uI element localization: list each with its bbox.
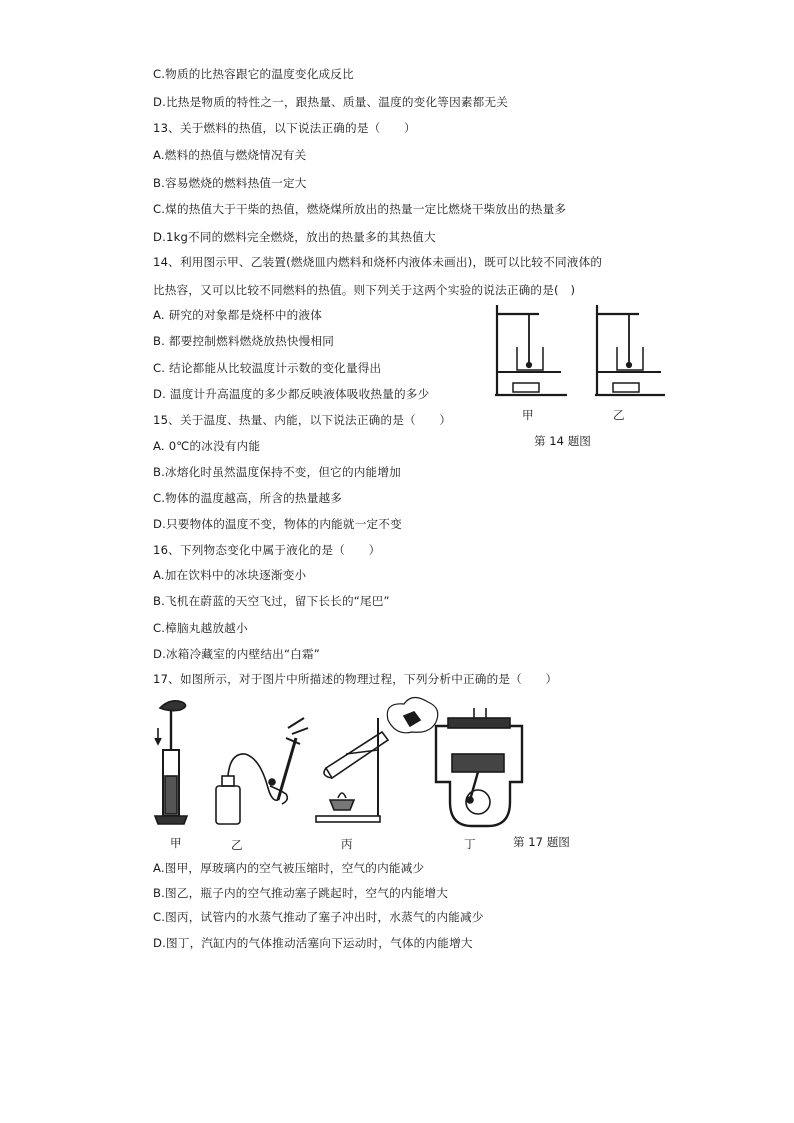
q13-option-a: A.燃料的热值与燃烧情况有关 [153, 148, 307, 162]
q12-option-d: D.比热是物质的特性之一，跟热量、质量、温度的变化等因素都无关 [153, 95, 509, 109]
q14-label-jia: 甲 [522, 408, 534, 422]
q14-option-a: A. 研究的对象都是烧杯中的液体 [153, 308, 323, 322]
q16-option-d: D.冰箱冷藏室的内壁结出“白霜” [153, 647, 320, 661]
q13-stem: 13、关于燃料的热值，以下说法正确的是（ ） [153, 121, 416, 135]
q15-option-c: C.物体的温度越高，所含的热量越多 [153, 491, 343, 505]
q13-option-d: D.1kg不同的燃料完全燃烧，放出的热量多的其热值大 [153, 230, 436, 244]
bottle-pump-drawing [216, 718, 308, 824]
q16-option-b: B.飞机在蔚蓝的天空飞过，留下长长的“尾巴” [153, 594, 390, 608]
q15-option-d: D.只要物体的温度不变，物体的内能就一定不变 [153, 517, 402, 531]
q17-label-jia: 甲 [170, 836, 182, 850]
q14-stem-line2: 比热容，又可以比较不同燃料的热值。则下列关于这两个实验的说法正确的是( ) [153, 283, 576, 297]
engine-cylinder-drawing [436, 708, 522, 826]
apparatus-jia-drawing [495, 305, 567, 395]
q16-stem: 16、下列物态变化中属于液化的是（ ） [153, 543, 381, 557]
q13-option-c: C.煤的热值大于干柴的热值，燃烧煤所放出的热量一定比燃烧干柴放出的热量多 [153, 202, 567, 216]
q17-label-ding: 丁 [464, 837, 476, 851]
q17-option-c: C.图丙，试管内的水蒸气推动了塞子冲出时，水蒸气的内能减少 [153, 910, 484, 924]
q14-option-c: C. 结论都能从比较温度计示数的变化量得出 [153, 361, 382, 375]
q17-figure-caption: 第 17 题图 [513, 835, 570, 849]
q13-option-b: B.容易燃烧的燃料热值一定大 [153, 176, 307, 190]
q17-stem: 17、如图所示，对于图片中所描述的物理过程，下列分析中正确的是（ ） [153, 672, 558, 686]
q15-option-a: A. 0℃的冰没有内能 [153, 439, 261, 453]
q14-stem-line1: 14、利用图示甲、乙装置(燃烧皿内燃料和烧杯内液体未画出)，既可以比较不同液体的 [153, 255, 603, 269]
q17-option-b: B.图乙，瓶子内的空气推动塞子跳起时，空气的内能增大 [153, 886, 449, 900]
q16-option-c: C.樟脑丸越放越小 [153, 621, 248, 635]
apparatus-yi-drawing [595, 305, 665, 395]
q17-label-yi: 乙 [231, 838, 243, 852]
q14-option-b: B. 都要控制燃料燃烧放热快慢相同 [153, 334, 335, 348]
q12-option-c: C.物质的比热容跟它的温度变化成反比 [153, 67, 354, 81]
q17-label-bing: 丙 [341, 837, 353, 851]
q17-figure [150, 698, 530, 830]
q14-figure-caption: 第 14 题图 [534, 434, 591, 448]
q17-option-a: A.图甲，厚玻璃内的空气被压缩时，空气的内能减少 [153, 861, 425, 875]
q14-figure [495, 305, 665, 400]
q14-option-d: D. 温度计升高温度的多少都反映液体吸收热量的多少 [153, 387, 430, 401]
q17-option-d: D.图丁，汽缸内的气体推动活塞向下运动时，气体的内能增大 [153, 936, 473, 950]
q14-label-yi: 乙 [613, 408, 625, 422]
q15-stem: 15、关于温度、热量、内能，以下说法正确的是（ ） [153, 413, 452, 427]
test-tube-stand-drawing [316, 697, 438, 822]
compression-cylinder-drawing [155, 701, 187, 824]
q16-option-a: A.加在饮料中的冰块逐渐变小 [153, 568, 307, 582]
q15-option-b: B.冰熔化时虽然温度保持不变，但它的内能增加 [153, 465, 401, 479]
